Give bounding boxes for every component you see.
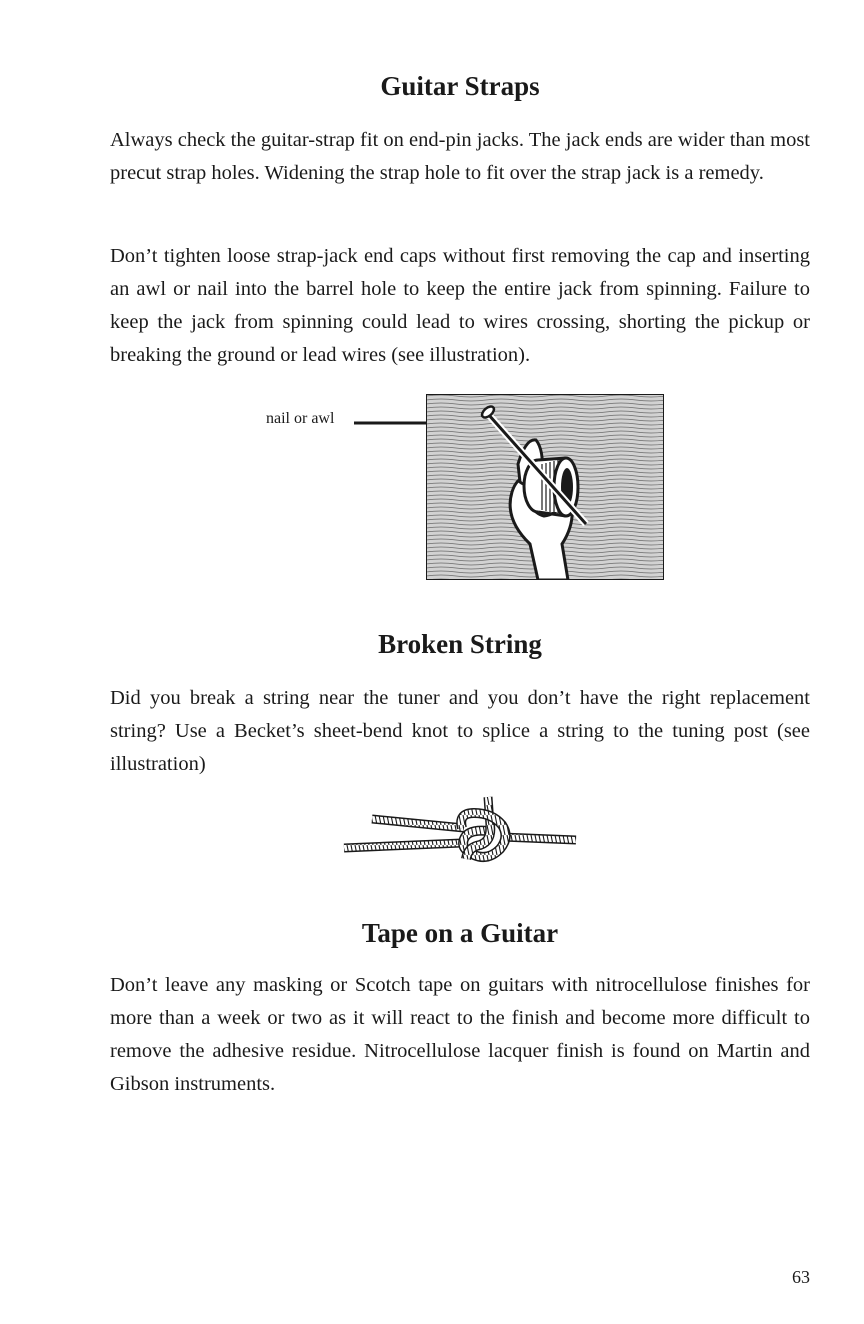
sheet-bend-knot-illustration (342, 795, 578, 863)
section-heading-tape-on-guitar: Tape on a Guitar (361, 918, 559, 948)
paragraph-strap-fit: Always check the guitar-strap fit on end-pin jacks. The jack ends are wider than most precut strap holes. Widening the strap hole to fit over the strap jack is a remedy. (110, 129, 810, 184)
figure-callout-label: nail or awl (266, 410, 335, 427)
paragraph-tape-on-guitar: Don’t leave any masking or Scotch tape on guitars with nitrocellulose finishes for more than a week or two as it will react to the finish and become more difficult to remove the adhesive residue. Nitrocellulose lacquer finish is found on Martin and Gibson instruments. (110, 974, 810, 1095)
paragraph-broken-string: Did you break a string near the tuner and you don’t have the right replacement string? Use a Becket’s sheet-bend knot to splice a string to the tuning post (see illustration) (110, 687, 810, 775)
paragraph-strap-jack-caps: Don’t tighten loose strap-jack end caps without first removing the cap and inserting an awl or nail into the barrel hole to keep the entire jack from spinning. Failure to keep the jack from spinning could lead to wires crossing, shorting the pickup or breaking the ground or lead wires (see illustration). (110, 245, 810, 366)
strap-jack-illustration (426, 394, 664, 580)
section-heading-guitar-straps: Guitar Straps (380, 71, 540, 101)
section-heading-broken-string: Broken String (378, 629, 542, 659)
page-number: 63 (792, 1267, 810, 1287)
